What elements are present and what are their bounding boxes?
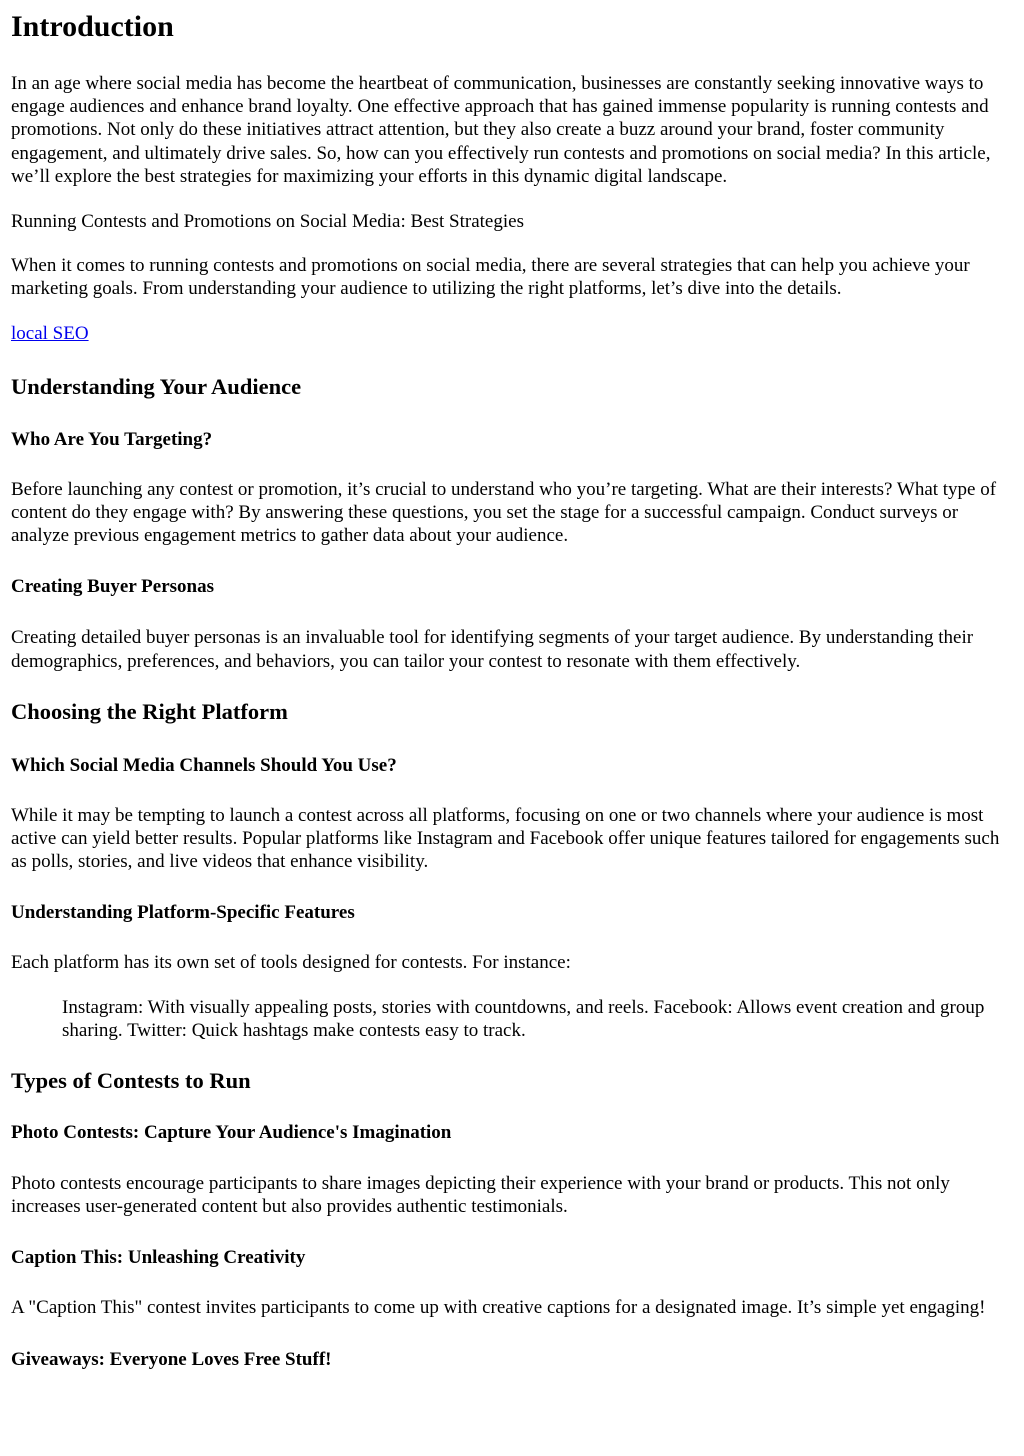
- subheading-buyer-personas: Creating Buyer Personas: [11, 576, 215, 598]
- paragraph-buyer-personas: Creating detailed buyer personas is an invaluable tool for identifying segments of your target audience. By understanding their demographics, preferences, and behaviors, you can tailor your contest to resonate with them effectively.: [11, 627, 974, 672]
- overview-paragraph: When it comes to running contests and promotions on social media, there are several strategies that can help you achieve your marketing goals. From understanding your audience to utilizing the right platforms, let’s dive into the details.: [11, 255, 970, 300]
- subheading-giveaways: Giveaways: Everyone Loves Free Stuff!: [11, 1348, 332, 1370]
- subheading-caption-this: Caption This: Unleashing Creativity: [11, 1247, 306, 1269]
- article-subtitle: Running Contests and Promotions on Social Media: Best Strategies: [11, 211, 524, 233]
- paragraph-photo-contests: Photo contests encourage participants to share images depicting their experience with your brand or products. This not only increases user-generated content but also provides authentic testimonials.: [11, 1173, 950, 1218]
- subheading-channels: Which Social Media Channels Should You Use?: [11, 754, 397, 776]
- section-heading-platform: Choosing the Right Platform: [11, 698, 288, 724]
- platform-features-quote: Instagram: With visually appealing posts, stories with countdowns, and reels. Facebook: Allows event creation and group sharing. Twitter: Quick hashtags make contests easy to track.: [62, 996, 985, 1041]
- paragraph-caption-this: A "Caption This" contest invites participants to come up with creative captions for a designated image. It’s simple yet engaging!: [11, 1297, 986, 1319]
- paragraph-platform-features: Each platform has its own set of tools designed for contests. For instance:: [11, 952, 571, 974]
- section-heading-contest-types: Types of Contests to Run: [11, 1068, 251, 1094]
- subheading-who-targeting: Who Are You Targeting?: [11, 428, 213, 450]
- subheading-photo-contests: Photo Contests: Capture Your Audience's Imagination: [11, 1122, 452, 1144]
- section-heading-audience: Understanding Your Audience: [11, 373, 302, 399]
- page-title: Introduction: [11, 10, 174, 43]
- article: [0, 10, 1024, 1371]
- link-paragraph: [11, 322, 1014, 345]
- subheading-platform-features: Understanding Platform-Specific Features: [11, 902, 355, 924]
- local-seo-link[interactable]: local SEO: [11, 322, 89, 344]
- paragraph-channels: While it may be tempting to launch a contest across all platforms, focusing on one or two channels where your audience is most active can yield better results. Popular platforms like Instagram and Facebook offer unique features tailored for engagements such as polls, stories, and live videos that enhance visibility.: [11, 804, 1000, 873]
- intro-paragraph: In an age where social media has become the heartbeat of communication, businesses are constantly seeking innovative ways to engage audiences and enhance brand loyalty. One effective approach that has gained immense popularity is running contests and promotions. Not only do these initiatives attract attention, but they also create a buzz around your brand, foster community engagement, and ultimately drive sales. So, how can you effectively run contests and promotions on social media? In this article, we’ll explore the best strategies for maximizing your efforts in this dynamic digital landscape.: [11, 73, 991, 187]
- paragraph-who-targeting: Before launching any contest or promotion, it’s crucial to understand who you’re targeting. What are their interests? What type of content do they engage with? By answering these questions, you set the stage for a successful campaign. Conduct surveys or analyze previous engagement metrics to gather data about your audience.: [11, 478, 997, 547]
